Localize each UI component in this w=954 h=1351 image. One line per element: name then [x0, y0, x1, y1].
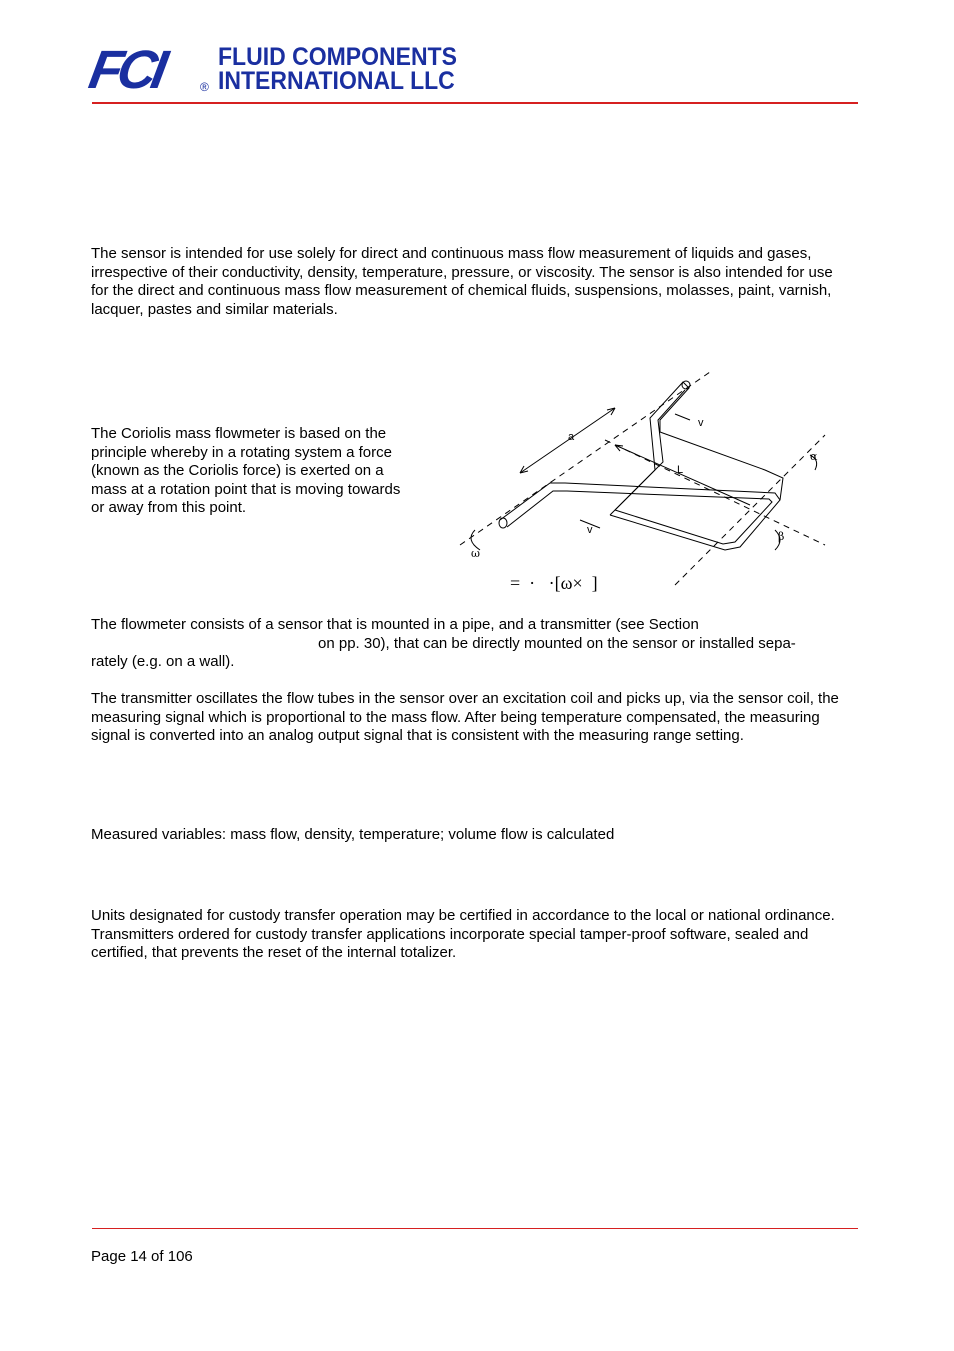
intended-use-text: The sensor is intended for use solely for direct and continuous mass flow measurement of liquids and gases, irrespective of their conductivity, density, temperature, pressure, or viscosity. The sensor is also intended for use for the direct and continuous mass flow measurement of chemical fluids, suspensions, molasses, paint, varnish, lacquer, pastes and similar materials. — [91, 245, 833, 318]
company-name-line1: FLUID COMPONENTS — [218, 43, 457, 71]
company-name — [218, 45, 457, 93]
header-rule — [92, 102, 858, 104]
principle-line: principle whereby in a rotating system a force — [91, 443, 392, 461]
intended-use-paragraph — [91, 245, 851, 319]
tube-upper-outer — [610, 382, 783, 515]
flowmeter-line: rately (e.g. on a wall). — [91, 653, 235, 670]
company-logo-mark: FCI — [84, 40, 168, 100]
flowmeter-line: on pp. 30), that can be directly mounted on the sensor or installed sepa- — [318, 634, 796, 652]
transmitter-paragraph — [91, 690, 851, 746]
registered-mark: ® — [200, 80, 209, 94]
label-v-top: v — [698, 417, 704, 429]
principle-line: mass at a rotation point that is moving towards — [91, 480, 401, 498]
custody-transfer-text: Units designated for custody transfer operation may be certified in accordance to the local or national ordinance. Transmitters ordered for custody transfer applications incorporate special tamper-proof software, sealed and certified, that prevents the reset of the internal totalizer. — [91, 907, 835, 961]
label-v-bottom: v — [587, 524, 593, 536]
tube-lower-outer — [500, 483, 780, 550]
alpha-axis-dashed — [675, 435, 825, 585]
label-a: a — [568, 431, 575, 443]
transmitter-text: The transmitter oscillates the flow tubes in the sensor over an excitation coil and picks up, via the sensor coil, the measuring signal which is proportional to the mass flow. After being temperature compensated, the measuring signal is converted into an analog output signal that is consistent with the measuring range setting. — [91, 690, 839, 744]
measured-variables-paragraph — [91, 826, 851, 845]
tube-end-cap — [499, 518, 507, 528]
company-name-line2: INTERNATIONAL LLC — [218, 67, 455, 95]
tube-lower-inner — [507, 491, 772, 544]
footer-rule — [92, 1228, 858, 1229]
coriolis-formula: = · ·[ω× ] — [510, 573, 598, 593]
flowmeter-paragraph — [91, 616, 851, 672]
coriolis-diagram — [455, 360, 855, 595]
flowmeter-line: The flowmeter consists of a sensor that is mounted in a pipe, and a transmitter (see Section — [91, 616, 699, 633]
principle-paragraph — [91, 425, 431, 518]
label-L: L — [677, 464, 684, 476]
coriolis-diagram-svg — [455, 360, 855, 595]
measured-variables-text: Measured variables: mass flow, density, temperature; volume flow is calculated — [91, 826, 615, 843]
principle-line: (known as the Coriolis force) is exerted on a — [91, 462, 384, 479]
velocity-arrow-top — [675, 414, 690, 420]
custody-transfer-paragraph — [91, 907, 851, 963]
label-alpha: α — [810, 450, 818, 463]
label-omega: ω — [471, 547, 480, 560]
principle-line: The Coriolis mass flowmeter is based on the — [91, 425, 387, 442]
page-number: Page 14 of 106 — [91, 1248, 193, 1265]
label-beta: β — [778, 530, 785, 543]
principle-line: or away from this point. — [91, 499, 247, 516]
rotation-axis — [460, 372, 710, 545]
